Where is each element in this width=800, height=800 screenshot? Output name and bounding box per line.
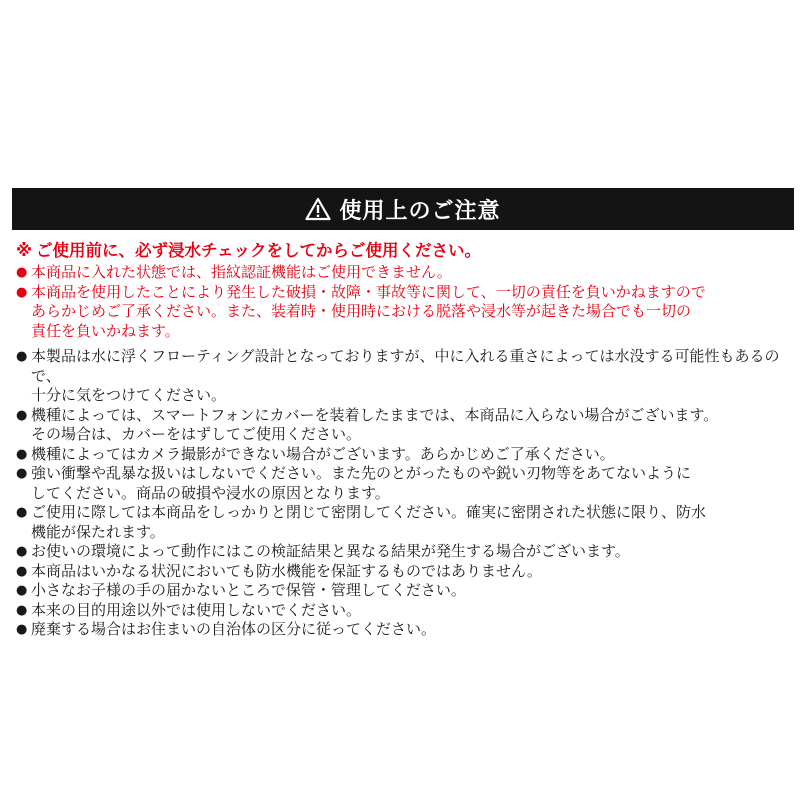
caution-text: お使いの環境によって動作にはこの検証結果と異なる結果が発生する場合がございます。 bbox=[31, 542, 630, 560]
caution-text: 小さなお子様の手の届かないところで保管・管理してください。 bbox=[31, 581, 466, 599]
caution-header bbox=[305, 194, 500, 225]
bullet-icon: ● bbox=[16, 563, 28, 579]
bullet-icon: ● bbox=[16, 602, 28, 618]
bullet-icon: ● bbox=[16, 265, 28, 280]
red-caution-item bbox=[16, 263, 796, 283]
precheck-notice bbox=[16, 240, 796, 262]
caution-text: 本製品は水に浮くフローティング設計となっておりますが、中に入れる重さによっては水没する可能性もあるので、 十分に気をつけてください。 bbox=[31, 347, 780, 404]
caution-item bbox=[16, 445, 796, 465]
red-caution-item bbox=[16, 283, 796, 342]
caution-text: ご使用に際しては本商品をしっかりと閉じて密閉してください。確実に密閉された状態に限り、防水 機能が保たれます。 bbox=[31, 503, 707, 541]
bullet-icon: ● bbox=[16, 544, 28, 559]
reference-mark: ※ bbox=[16, 241, 33, 260]
caution-item bbox=[16, 542, 796, 562]
caution-text: 本商品はいかなる状況においても防水機能を保証するものではありません。 bbox=[31, 561, 542, 580]
caution-item bbox=[16, 503, 796, 542]
caution-text: 廃棄する場合はお住まいの自治体の区分に従ってください。 bbox=[31, 620, 437, 638]
bullet-icon: ● bbox=[16, 466, 28, 481]
caution-text: 機種によっては、スマートフォンにカバーを装着したままでは、本商品に入らない場合がございます。 その場合は、カバーをはずしてご使用ください。 bbox=[31, 405, 719, 443]
caution-item bbox=[16, 347, 796, 406]
caution-content bbox=[16, 240, 796, 640]
caution-item bbox=[16, 406, 796, 445]
caution-item bbox=[16, 601, 796, 621]
caution-item bbox=[16, 464, 796, 503]
caution-text: 本商品を使用したことにより発生した破損・故障・事故等に関して、一切の責任を負いかねますので あらかじめご了承ください。また、装着時・使用時における脱落や浸水等が起きた場合でも一切の 責任を負いかねます。 bbox=[31, 282, 706, 340]
bullet-icon: ● bbox=[16, 583, 28, 598]
bullet-icon: ● bbox=[16, 349, 28, 364]
caution-header-bar bbox=[12, 188, 794, 230]
caution-item bbox=[16, 581, 796, 601]
caution-text: 本商品に入れた状態では、指紋認証機能はご使用できません。 bbox=[31, 263, 452, 281]
bullet-icon: ● bbox=[16, 407, 28, 423]
caution-item bbox=[16, 620, 796, 640]
caution-item bbox=[16, 562, 796, 582]
bullet-icon: ● bbox=[16, 446, 28, 462]
caution-text: 機種によってはカメラ撮影ができない場合がございます。あらかじめご了承ください。 bbox=[31, 444, 615, 463]
precheck-notice-text: ご使用前に、必ず浸水チェックをしてからご使用ください。 bbox=[36, 241, 482, 260]
caution-text: 本来の目的用途以外では使用しないでください。 bbox=[31, 600, 362, 619]
caution-text: 強い衝撃や乱暴な扱いはしないでください。また先のとがったものや鋭い刃物等をあてないように してください。商品の破損や浸水の原因となります。 bbox=[31, 464, 692, 502]
warning-triangle-icon bbox=[305, 197, 331, 221]
bullet-icon: ● bbox=[16, 505, 28, 520]
bullet-icon: ● bbox=[16, 284, 28, 300]
caution-title: 使用上のご注意 bbox=[339, 198, 501, 224]
bullet-icon: ● bbox=[16, 622, 28, 637]
